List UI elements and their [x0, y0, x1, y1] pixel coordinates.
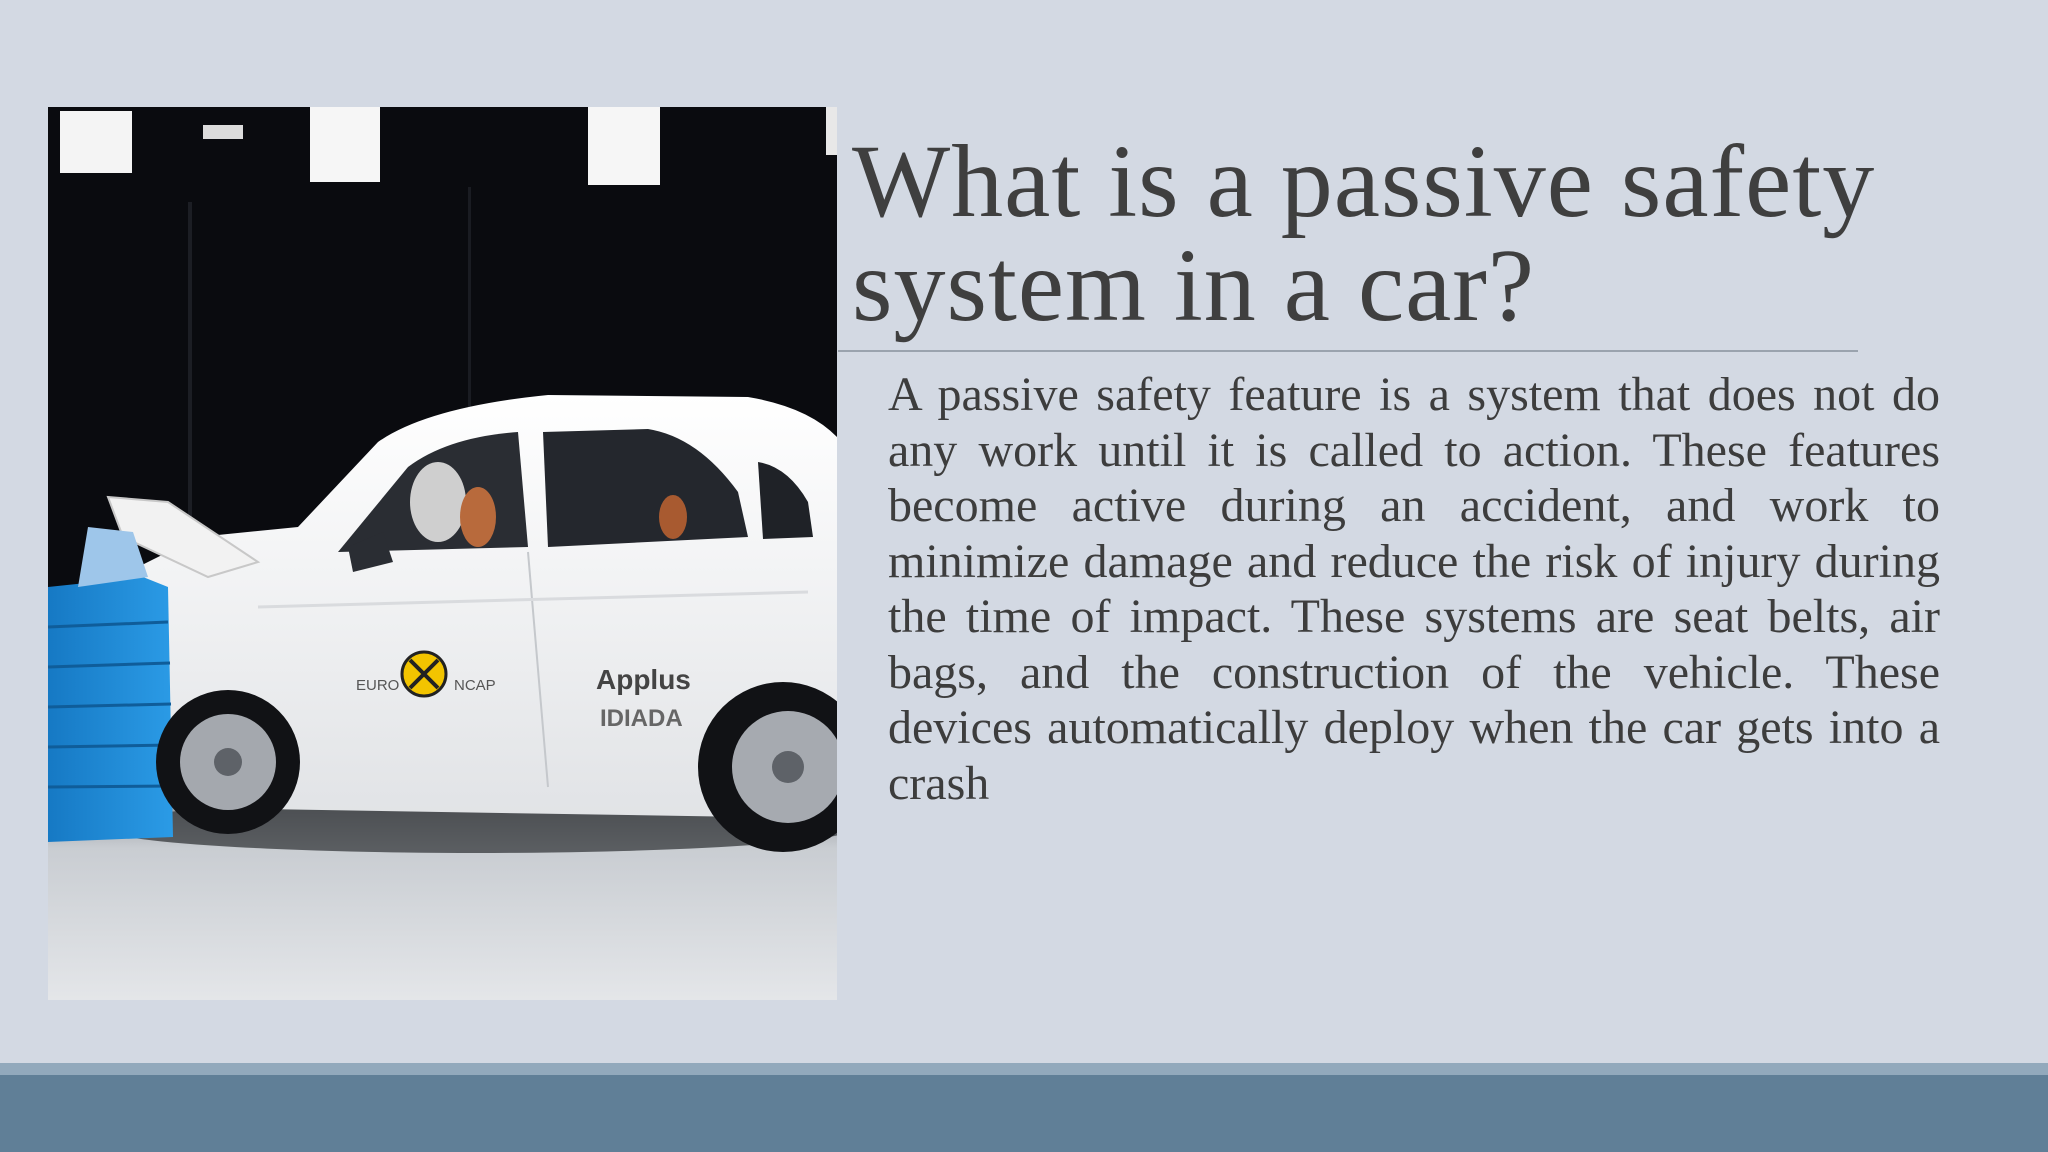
slide-body-text: A passive safety feature is a system that does not do any work until it is called to action. These features become active during an accident, and work to minimize damage and reduce the risk of injury during the time of impact. These systems are seat belts, air bags, and the construction of the vehicle. These devices automatically deploy when the car gets into a crash: [888, 368, 1940, 810]
logo-text-left: EURO: [356, 677, 400, 694]
footer-band-dark: [0, 1075, 2048, 1152]
crash-test-photo: [48, 107, 837, 1000]
door-text-idiada: IDIADA: [600, 705, 683, 732]
door-text-applus: Applus: [596, 664, 691, 695]
title-divider: [838, 350, 1858, 352]
slide-title: What is a passive safety system in a car?: [852, 124, 1876, 343]
footer-band-light: [0, 1063, 2048, 1075]
logo-text-right: NCAP: [454, 677, 496, 694]
